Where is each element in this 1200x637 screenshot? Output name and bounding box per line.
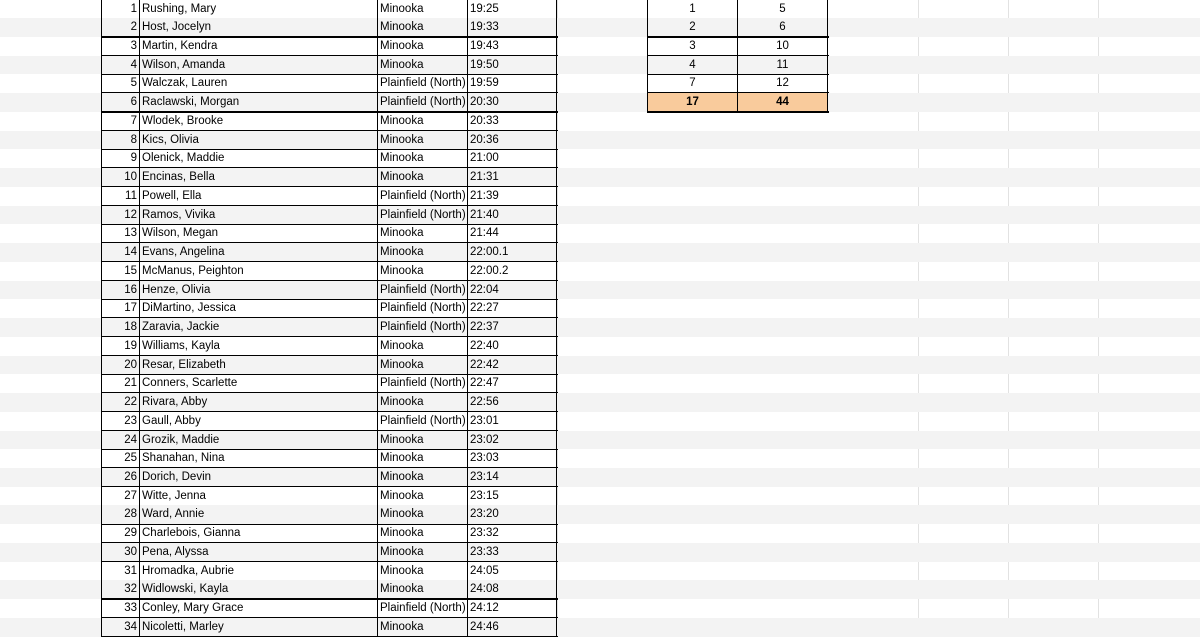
- place-cell[interactable]: 33: [101, 599, 139, 618]
- place-cell[interactable]: 12: [101, 206, 139, 225]
- time-cell[interactable]: 23:32: [467, 524, 557, 543]
- name-cell[interactable]: Rivara, Abby: [139, 393, 377, 412]
- table-row: [0, 468, 1200, 487]
- name-cell[interactable]: Wlodek, Brooke: [139, 112, 377, 131]
- name-cell[interactable]: DiMartino, Jessica: [139, 299, 377, 318]
- table-row: [0, 149, 1200, 168]
- place-cell[interactable]: 26: [101, 468, 139, 487]
- time-cell[interactable]: 21:44: [467, 224, 557, 243]
- place-cell[interactable]: 30: [101, 543, 139, 562]
- time-cell[interactable]: 23:15: [467, 487, 557, 506]
- time-cell[interactable]: 21:31: [467, 168, 557, 187]
- time-cell[interactable]: 23:14: [467, 468, 557, 487]
- score-cell[interactable]: 11: [737, 56, 828, 75]
- time-cell[interactable]: 24:46: [467, 618, 557, 637]
- time-cell[interactable]: 19:33: [467, 18, 557, 37]
- place-cell[interactable]: 16: [101, 281, 139, 300]
- time-cell[interactable]: 20:30: [467, 93, 557, 112]
- place-cell[interactable]: 28: [101, 505, 139, 524]
- score-cell[interactable]: 7: [647, 74, 737, 93]
- place-cell[interactable]: 27: [101, 487, 139, 506]
- place-cell[interactable]: 7: [101, 112, 139, 131]
- team-cell[interactable]: Minooka: [377, 580, 467, 599]
- name-cell[interactable]: Host, Jocelyn: [139, 18, 377, 37]
- time-cell[interactable]: 19:59: [467, 74, 557, 93]
- name-cell[interactable]: Henze, Olivia: [139, 281, 377, 300]
- score-cell[interactable]: 3: [647, 37, 737, 56]
- team-cell[interactable]: Plainfield (North): [377, 412, 467, 431]
- score-cell[interactable]: 5: [737, 0, 828, 18]
- place-cell[interactable]: 6: [101, 93, 139, 112]
- table-row: [0, 168, 1200, 187]
- time-cell[interactable]: 21:00: [467, 149, 557, 168]
- score-cell[interactable]: 4: [647, 56, 737, 75]
- table-row: [0, 18, 1200, 37]
- name-cell[interactable]: Martin, Kendra: [139, 37, 377, 56]
- team-cell[interactable]: Plainfield (North): [377, 281, 467, 300]
- time-cell[interactable]: 22:47: [467, 374, 557, 393]
- place-cell[interactable]: 10: [101, 168, 139, 187]
- table-row: [0, 356, 1200, 375]
- team-cell[interactable]: Minooka: [377, 18, 467, 37]
- table-row: [0, 93, 1200, 112]
- name-cell[interactable]: Powell, Ella: [139, 187, 377, 206]
- team-cell[interactable]: Minooka: [377, 262, 467, 281]
- table-row: [0, 187, 1200, 206]
- team-cell[interactable]: Minooka: [377, 37, 467, 56]
- place-cell[interactable]: 2: [101, 18, 139, 37]
- place-cell[interactable]: 31: [101, 562, 139, 581]
- place-cell[interactable]: 11: [101, 187, 139, 206]
- team-cell[interactable]: Plainfield (North): [377, 318, 467, 337]
- name-cell[interactable]: Witte, Jenna: [139, 487, 377, 506]
- table-row: [0, 243, 1200, 262]
- time-cell[interactable]: 22:04: [467, 281, 557, 300]
- score-cell[interactable]: 1: [647, 0, 737, 18]
- table-row: [0, 262, 1200, 281]
- time-cell[interactable]: 24:05: [467, 562, 557, 581]
- team-cell[interactable]: Plainfield (North): [377, 187, 467, 206]
- place-cell[interactable]: 5: [101, 74, 139, 93]
- team-cell[interactable]: Minooka: [377, 505, 467, 524]
- time-cell[interactable]: 22:00.1: [467, 243, 557, 262]
- place-cell[interactable]: 17: [101, 299, 139, 318]
- time-cell[interactable]: 19:43: [467, 37, 557, 56]
- name-cell[interactable]: Pena, Alyssa: [139, 543, 377, 562]
- name-cell[interactable]: Encinas, Bella: [139, 168, 377, 187]
- team-cell[interactable]: Plainfield (North): [377, 206, 467, 225]
- place-cell[interactable]: 34: [101, 618, 139, 637]
- team-cell[interactable]: Minooka: [377, 562, 467, 581]
- name-cell[interactable]: Ramos, Vivika: [139, 206, 377, 225]
- place-cell[interactable]: 15: [101, 262, 139, 281]
- table-row: [0, 56, 1200, 75]
- table-row: [0, 281, 1200, 300]
- table-row: [0, 543, 1200, 562]
- name-cell[interactable]: Gaull, Abby: [139, 412, 377, 431]
- place-cell[interactable]: 1: [101, 0, 139, 18]
- place-cell[interactable]: 9: [101, 149, 139, 168]
- table-row: [0, 505, 1200, 524]
- name-cell[interactable]: Grozik, Maddie: [139, 431, 377, 450]
- place-cell[interactable]: 21: [101, 374, 139, 393]
- table-row: [0, 337, 1200, 356]
- team-cell[interactable]: Minooka: [377, 243, 467, 262]
- table-row: [0, 562, 1200, 581]
- table-row: [0, 206, 1200, 225]
- time-cell[interactable]: 22:56: [467, 393, 557, 412]
- table-row: [0, 224, 1200, 243]
- name-cell[interactable]: Widlowski, Kayla: [139, 580, 377, 599]
- team-cell[interactable]: Minooka: [377, 224, 467, 243]
- team-cell[interactable]: Minooka: [377, 449, 467, 468]
- name-cell[interactable]: Wilson, Megan: [139, 224, 377, 243]
- time-cell[interactable]: 20:33: [467, 112, 557, 131]
- score-cell[interactable]: 10: [737, 37, 828, 56]
- name-cell[interactable]: Hromadka, Aubrie: [139, 562, 377, 581]
- place-cell[interactable]: 29: [101, 524, 139, 543]
- team-cell[interactable]: Minooka: [377, 56, 467, 75]
- place-cell[interactable]: 13: [101, 224, 139, 243]
- name-cell[interactable]: Kics, Olivia: [139, 131, 377, 150]
- table-row: [0, 74, 1200, 93]
- name-cell[interactable]: Williams, Kayla: [139, 337, 377, 356]
- place-cell[interactable]: 20: [101, 356, 139, 375]
- table-row: [0, 431, 1200, 450]
- table-row: [0, 580, 1200, 599]
- team-cell[interactable]: Plainfield (North): [377, 74, 467, 93]
- team-cell[interactable]: Minooka: [377, 431, 467, 450]
- name-cell[interactable]: Resar, Elizabeth: [139, 356, 377, 375]
- name-cell[interactable]: Charlebois, Gianna: [139, 524, 377, 543]
- score-cell[interactable]: 2: [647, 18, 737, 37]
- table-row: [0, 37, 1200, 56]
- name-cell[interactable]: Ward, Annie: [139, 505, 377, 524]
- place-cell[interactable]: 19: [101, 337, 139, 356]
- name-cell[interactable]: Olenick, Maddie: [139, 149, 377, 168]
- table-row: [0, 449, 1200, 468]
- team-cell[interactable]: Plainfield (North): [377, 599, 467, 618]
- team-cell[interactable]: Minooka: [377, 149, 467, 168]
- team-cell[interactable]: Plainfield (North): [377, 299, 467, 318]
- score-cell[interactable]: 6: [737, 18, 828, 37]
- team-cell[interactable]: Minooka: [377, 112, 467, 131]
- table-row: [0, 112, 1200, 131]
- place-cell[interactable]: 25: [101, 449, 139, 468]
- time-cell[interactable]: 24:08: [467, 580, 557, 599]
- table-row: [0, 131, 1200, 150]
- table-row: [0, 412, 1200, 431]
- time-cell[interactable]: 24:12: [467, 599, 557, 618]
- table-row: [0, 374, 1200, 393]
- name-cell[interactable]: Shanahan, Nina: [139, 449, 377, 468]
- name-cell[interactable]: Wilson, Amanda: [139, 56, 377, 75]
- total-cell[interactable]: 44: [737, 93, 828, 112]
- name-cell[interactable]: Walczak, Lauren: [139, 74, 377, 93]
- team-cell[interactable]: Minooka: [377, 524, 467, 543]
- team-cell[interactable]: Minooka: [377, 393, 467, 412]
- name-cell[interactable]: Conners, Scarlette: [139, 374, 377, 393]
- place-cell[interactable]: 32: [101, 580, 139, 599]
- name-cell[interactable]: Nicoletti, Marley: [139, 618, 377, 637]
- place-cell[interactable]: 4: [101, 56, 139, 75]
- name-cell[interactable]: McManus, Peighton: [139, 262, 377, 281]
- table-row: [0, 318, 1200, 337]
- team-cell[interactable]: Plainfield (North): [377, 93, 467, 112]
- place-cell[interactable]: 18: [101, 318, 139, 337]
- team-cell[interactable]: Minooka: [377, 168, 467, 187]
- time-cell[interactable]: 21:40: [467, 206, 557, 225]
- time-cell[interactable]: 23:01: [467, 412, 557, 431]
- place-cell[interactable]: 8: [101, 131, 139, 150]
- time-cell[interactable]: 22:27: [467, 299, 557, 318]
- time-cell[interactable]: 19:50: [467, 56, 557, 75]
- place-cell[interactable]: 23: [101, 412, 139, 431]
- score-cell[interactable]: 12: [737, 74, 828, 93]
- time-cell[interactable]: 22:37: [467, 318, 557, 337]
- place-cell[interactable]: 3: [101, 37, 139, 56]
- time-cell[interactable]: 23:02: [467, 431, 557, 450]
- table-row: [0, 599, 1200, 618]
- table-row: [0, 0, 1200, 18]
- name-cell[interactable]: Raclawski, Morgan: [139, 93, 377, 112]
- team-cell[interactable]: Minooka: [377, 356, 467, 375]
- time-cell[interactable]: 21:39: [467, 187, 557, 206]
- table-row: [0, 487, 1200, 506]
- place-cell[interactable]: 24: [101, 431, 139, 450]
- place-cell[interactable]: 22: [101, 393, 139, 412]
- team-cell[interactable]: Minooka: [377, 618, 467, 637]
- time-cell[interactable]: 22:42: [467, 356, 557, 375]
- name-cell[interactable]: Rushing, Mary: [139, 0, 377, 18]
- team-cell[interactable]: Minooka: [377, 337, 467, 356]
- time-cell[interactable]: 19:25: [467, 0, 557, 18]
- name-cell[interactable]: Evans, Angelina: [139, 243, 377, 262]
- time-cell[interactable]: 22:40: [467, 337, 557, 356]
- time-cell[interactable]: 22:00.2: [467, 262, 557, 281]
- table-row: [0, 299, 1200, 318]
- name-cell[interactable]: Conley, Mary Grace: [139, 599, 377, 618]
- name-cell[interactable]: Zaravia, Jackie: [139, 318, 377, 337]
- team-cell[interactable]: Minooka: [377, 487, 467, 506]
- table-row: [0, 618, 1200, 637]
- table-row: [0, 393, 1200, 412]
- team-cell[interactable]: Plainfield (North): [377, 374, 467, 393]
- time-cell[interactable]: 20:36: [467, 131, 557, 150]
- table-row: [0, 524, 1200, 543]
- team-cell[interactable]: Minooka: [377, 0, 467, 18]
- total-cell[interactable]: 17: [647, 93, 737, 112]
- team-cell[interactable]: Minooka: [377, 468, 467, 487]
- team-cell[interactable]: Minooka: [377, 131, 467, 150]
- time-cell[interactable]: 23:03: [467, 449, 557, 468]
- time-cell[interactable]: 23:20: [467, 505, 557, 524]
- team-cell[interactable]: Minooka: [377, 543, 467, 562]
- time-cell[interactable]: 23:33: [467, 543, 557, 562]
- place-cell[interactable]: 14: [101, 243, 139, 262]
- name-cell[interactable]: Dorich, Devin: [139, 468, 377, 487]
